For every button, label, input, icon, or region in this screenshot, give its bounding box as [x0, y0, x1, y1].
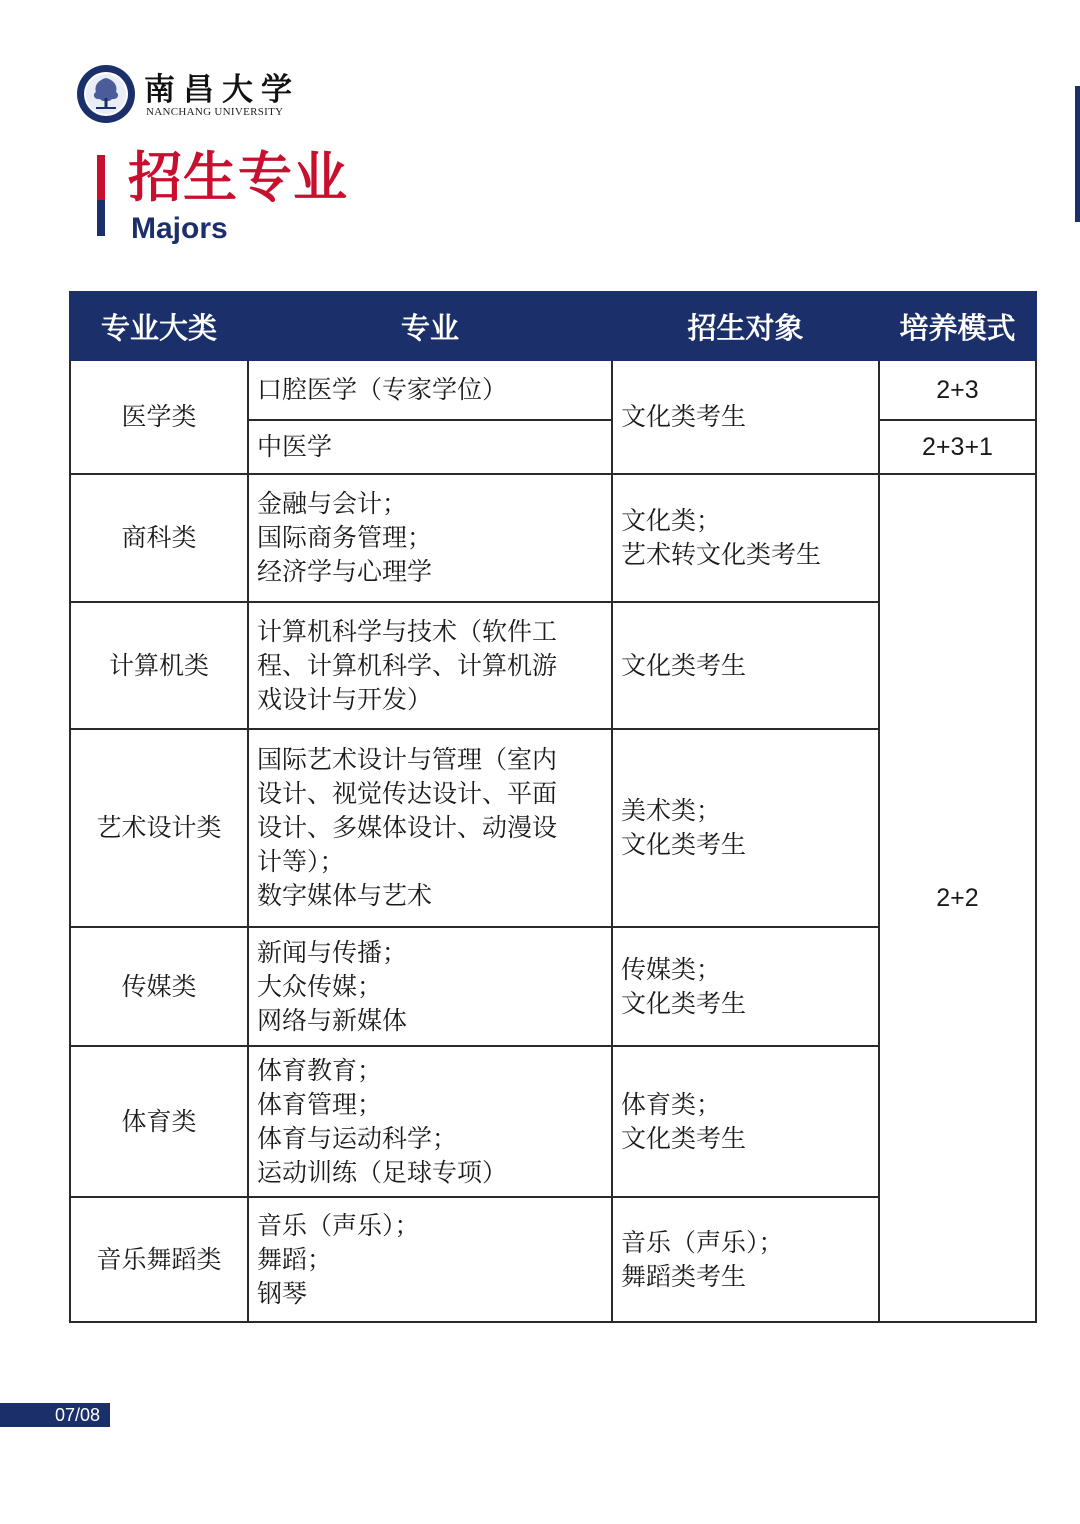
major-line: 程、计算机科学、计算机游 — [257, 650, 558, 680]
major-cell — [248, 729, 612, 927]
target-cell — [612, 474, 879, 602]
mode-cell-shared: 2+2 — [879, 474, 1036, 1322]
category-cell: 商科类 — [70, 474, 248, 602]
header-target: 招生对象 — [612, 292, 879, 360]
target-line: 文化类考生 — [621, 830, 747, 859]
target-line: 传媒类； — [621, 954, 722, 984]
mode-cell: 2+3+1 — [879, 420, 1036, 474]
category-cell: 体育类 — [70, 1046, 248, 1197]
target-cell — [612, 602, 879, 729]
university-name-cn: 南昌大学 — [144, 72, 300, 108]
target-line: 文化类考生 — [621, 650, 747, 680]
target-cell — [612, 927, 879, 1046]
category-cell: 医学类 — [70, 360, 248, 474]
major-line: 体育管理； — [257, 1089, 383, 1119]
major-line: 国际艺术设计与管理（室内 — [257, 745, 558, 774]
page-subtitle: Majors — [131, 212, 228, 245]
major-cell — [248, 927, 612, 1046]
major-line: 新闻与传播； — [257, 937, 408, 967]
major-line: 金融与会计； — [257, 489, 408, 518]
major-cell — [248, 602, 612, 729]
major-line: 设计、多媒体设计、动漫设 — [257, 813, 558, 842]
university-seal-icon — [76, 64, 136, 124]
table-row — [70, 360, 1036, 420]
major-line: 舞蹈； — [257, 1244, 333, 1274]
heading-accent-red — [97, 155, 105, 200]
target-line: 舞蹈类考生 — [621, 1261, 747, 1291]
category-cell: 传媒类 — [70, 927, 248, 1046]
target-line: 体育类； — [621, 1089, 722, 1119]
target-line: 文化类考生 — [621, 1123, 747, 1153]
major-line: 计算机科学与技术（软件工 — [257, 616, 558, 646]
edge-accent-bar — [1075, 86, 1080, 222]
target-line: 音乐（声乐）； — [621, 1227, 784, 1257]
page-number: 07/08 — [54, 1405, 100, 1425]
major-line: 口腔医学（专家学位） — [257, 375, 508, 404]
major-line: 经济学与心理学 — [257, 557, 433, 586]
major-cell — [248, 1197, 612, 1322]
major-line: 大众传媒； — [257, 971, 383, 1001]
major-line: 钢琴 — [257, 1278, 308, 1308]
target-line: 美术类； — [621, 796, 722, 825]
mode-cell: 2+3 — [879, 360, 1036, 420]
header-category: 专业大类 — [70, 292, 248, 360]
major-line: 中医学 — [257, 432, 333, 461]
page-title: 招生专业 — [128, 146, 348, 209]
majors-table — [69, 291, 1037, 1323]
major-line: 戏设计与开发） — [257, 684, 433, 714]
major-cell — [248, 360, 612, 420]
major-line: 数字媒体与艺术 — [257, 881, 433, 910]
target-line: 艺术转文化类考生 — [621, 540, 822, 569]
major-cell — [248, 474, 612, 602]
table-header-row — [70, 292, 1036, 360]
category-cell: 艺术设计类 — [70, 729, 248, 927]
header-mode: 培养模式 — [879, 292, 1036, 360]
header-major: 专业 — [248, 292, 612, 360]
major-cell — [248, 420, 612, 474]
target-cell — [612, 1046, 879, 1197]
major-line: 运动训练（足球专项） — [257, 1157, 508, 1187]
major-cell — [248, 1046, 612, 1197]
category-cell: 音乐舞蹈类 — [70, 1197, 248, 1322]
category-cell: 计算机类 — [70, 602, 248, 729]
page-number-badge — [0, 1403, 110, 1427]
major-line: 设计、视觉传达设计、平面 — [257, 779, 558, 808]
target-line: 文化类； — [621, 506, 722, 535]
major-line: 体育教育； — [257, 1055, 383, 1085]
heading-accent-blue — [97, 200, 105, 236]
target-line: 文化类考生 — [621, 988, 747, 1018]
major-line: 国际商务管理； — [257, 523, 433, 552]
university-name-en: NANCHANG UNIVERSITY — [146, 106, 284, 118]
major-line: 体育与运动科学； — [257, 1123, 458, 1153]
target-cell — [612, 1197, 879, 1322]
major-line: 网络与新媒体 — [257, 1005, 408, 1035]
target-cell — [612, 729, 879, 927]
table-row — [70, 474, 1036, 602]
target-cell — [612, 360, 879, 474]
major-line: 音乐（声乐）； — [257, 1210, 420, 1240]
target-line: 文化类考生 — [621, 402, 747, 431]
major-line: 计等）； — [257, 847, 345, 876]
